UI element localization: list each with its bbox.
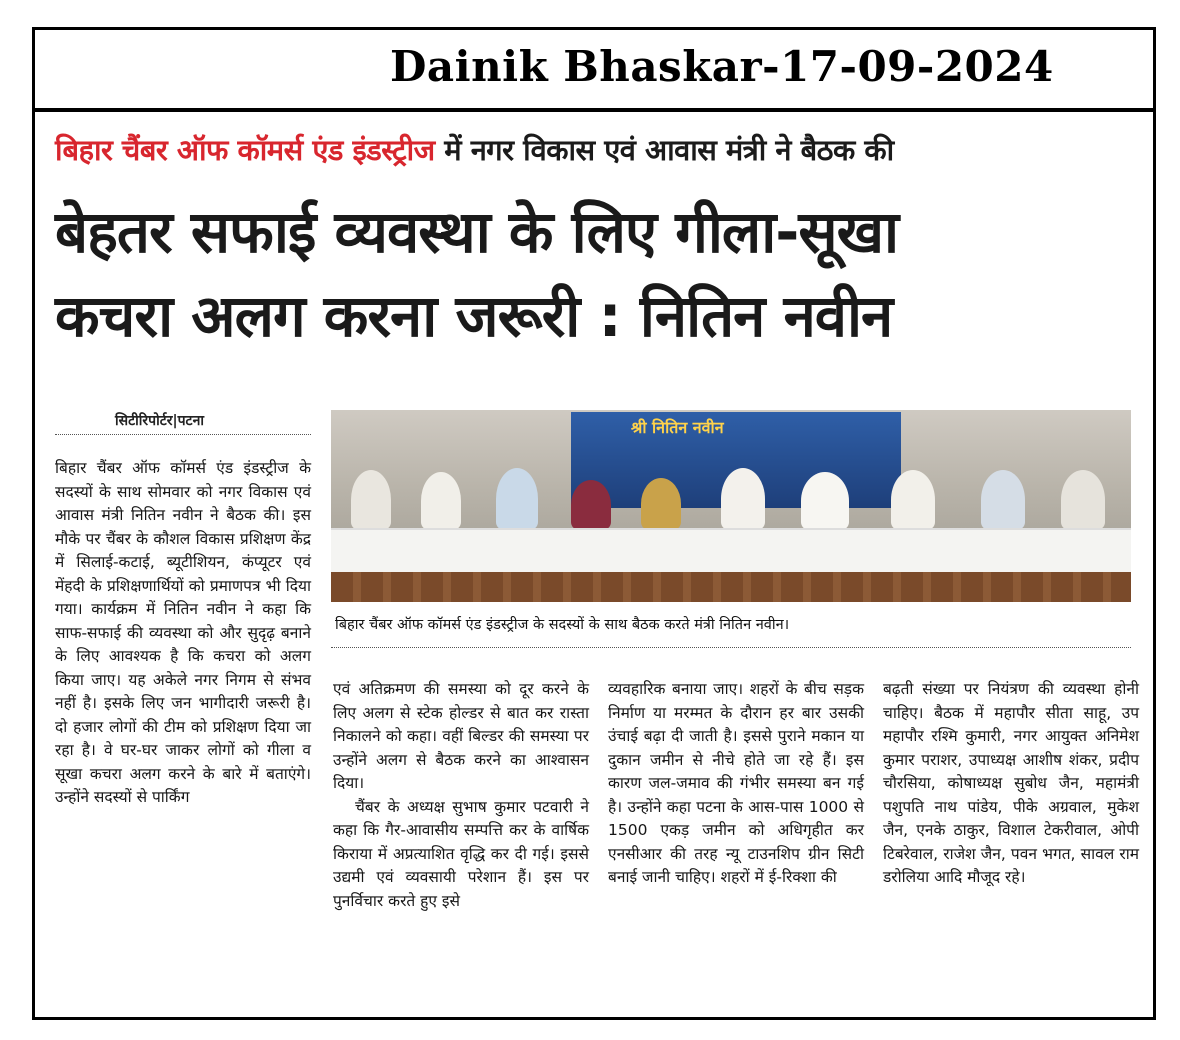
photo-person (571, 480, 611, 530)
photo-person (641, 478, 681, 530)
clipping-frame (32, 27, 1156, 1020)
kicker-red: बिहार चैंबर ऑफ कॉमर्स एंड इंडस्ट्रीज (55, 133, 435, 167)
photo-floor (331, 572, 1131, 602)
photo-banner-title: श्री नितिन नवीन (631, 418, 724, 437)
headline-line-1: बेहतर सफाई व्यवस्था के लिए गीला-सूखा (55, 198, 899, 266)
headline-line-2: कचरा अलग करना जरूरी : नितिन नवीन (55, 282, 893, 350)
photo-person (496, 468, 538, 530)
news-photo (331, 410, 1131, 602)
photo-person (421, 472, 461, 530)
photo-caption: बिहार चैंबर ऑफ कॉमर्स एंड इंडस्ट्रीज के सदस्यों के साथ बैठक करते मंत्री नितिन नवीन। (335, 617, 790, 633)
photo-person (351, 470, 391, 530)
article-column-3 (608, 678, 864, 890)
kicker (55, 130, 894, 169)
photo-person (981, 470, 1025, 530)
byline-divider (55, 434, 311, 435)
headline (55, 190, 1145, 358)
masthead (35, 30, 1153, 112)
photo-table (331, 528, 1131, 574)
article-column-2 (333, 678, 589, 913)
photo-person (721, 468, 765, 530)
article-column-1 (55, 457, 311, 810)
article-paragraph: व्यवहारिक बनाया जाए। शहरों के बीच सड़क निर्माण या मरम्मत के दौरान हर बार उसकी उंचाई बढ़ा दी जाती है। इससे पुराने मकान या दुकान जमीन से नीचे होते जा रहे हैं। इस कारण जल-जमाव की गंभीर समस्या बन गई है। उन्होंने कहा पटना के आस-पास 1000 से 1500 एकड़ जमीन को अधिगृहीत कर एनसीआर की तरह न्यू टाउनशिप ग्रीन सिटी बनाई जानी चाहिए। शहरों में ई-रिक्शा की (608, 680, 864, 886)
article-paragraph: बिहार चैंबर ऑफ कॉमर्स एंड इंडस्ट्रीज के सदस्यों के साथ सोमवार को नगर विकास एवं आवास मंत्री नितिन नवीन ने बैठक की। इस मौके पर चैंबर के कौशल विकास प्रशिक्षण केंद्र में सिलाई-कटाई, ब्यूटीशियन, कंप्यूटर एवं मेंहदी के प्रशिक्षणार्थियों को प्रमाणपत्र भी दिया गया। कार्यक्रम में नितिन नवीन ने कहा कि साफ-सफाई की व्यवस्था को और सुदृढ़ बनाने के लिए आवश्यक है कि कचरा को अलग किया जाए। यह अकेले नगर निगम से संभव नहीं है। इसके लिए जन भागीदारी जरूरी है। दो हजार लोगों की टीम को प्रशिक्षण दिया जा रहा है। वे घर-घर जाकर लोगों को गीला व सूखा कचरा अलग करने के बारे में बताएंगे। उन्होंने सदस्यों से पार्किंग (55, 459, 311, 806)
article-paragraph: बढ़ती संख्या पर नियंत्रण की व्यवस्था होनी चाहिए। बैठक में महापौर सीता साहू, उप महापौर रश्मि कुमारी, नगर आयुक्त अनिमेश कुमार पराशर, उपाध्यक्ष आशीष शंकर, प्रदीप चौरसिया, कोषाध्यक्ष सुबोध जैन, महामंत्री पशुपति नाथ पांडेय, पीके अग्रवाल, मुकेश जैन, एनके ठाकुर, विशाल टेकरीवाल, ओपी टिबरेवाल, राजेश जैन, पवन भगत, सावल राम डरोलिया आदि मौजूद रहे। (883, 680, 1139, 886)
kicker-black: में नगर विकास एवं आवास मंत्री ने बैठक की (434, 133, 894, 167)
article-column-4 (883, 678, 1139, 890)
photo-person (801, 472, 849, 530)
article-paragraph: चैंबर के अध्यक्ष सुभाष कुमार पटवारी ने कहा कि गैर-आवासीय सम्पत्ति कर के वार्षिक किराया में अप्रत्याशित वृद्धि कर दी गई। इससे उद्यमी एवं व्यवसायी परेशान हैं। इस पर पुनर्विचार करते हुए इसे (333, 797, 589, 910)
byline: सिटीरिपोर्टर|पटना (115, 413, 205, 429)
article-paragraph: एवं अतिक्रमण की समस्या को दूर करने के लिए अलग से स्टेक होल्डर से बात कर रास्ता निकालने को कहा। वहीं बिल्डर की समस्या पर उन्होंने अलग से बैठक करने का आश्वासन दिया। (333, 680, 589, 792)
photo-person (1061, 470, 1105, 530)
photo-person (891, 470, 935, 530)
masthead-title: Dainik Bhaskar-17-09-2024 (390, 42, 1054, 91)
caption-divider (331, 647, 1131, 648)
